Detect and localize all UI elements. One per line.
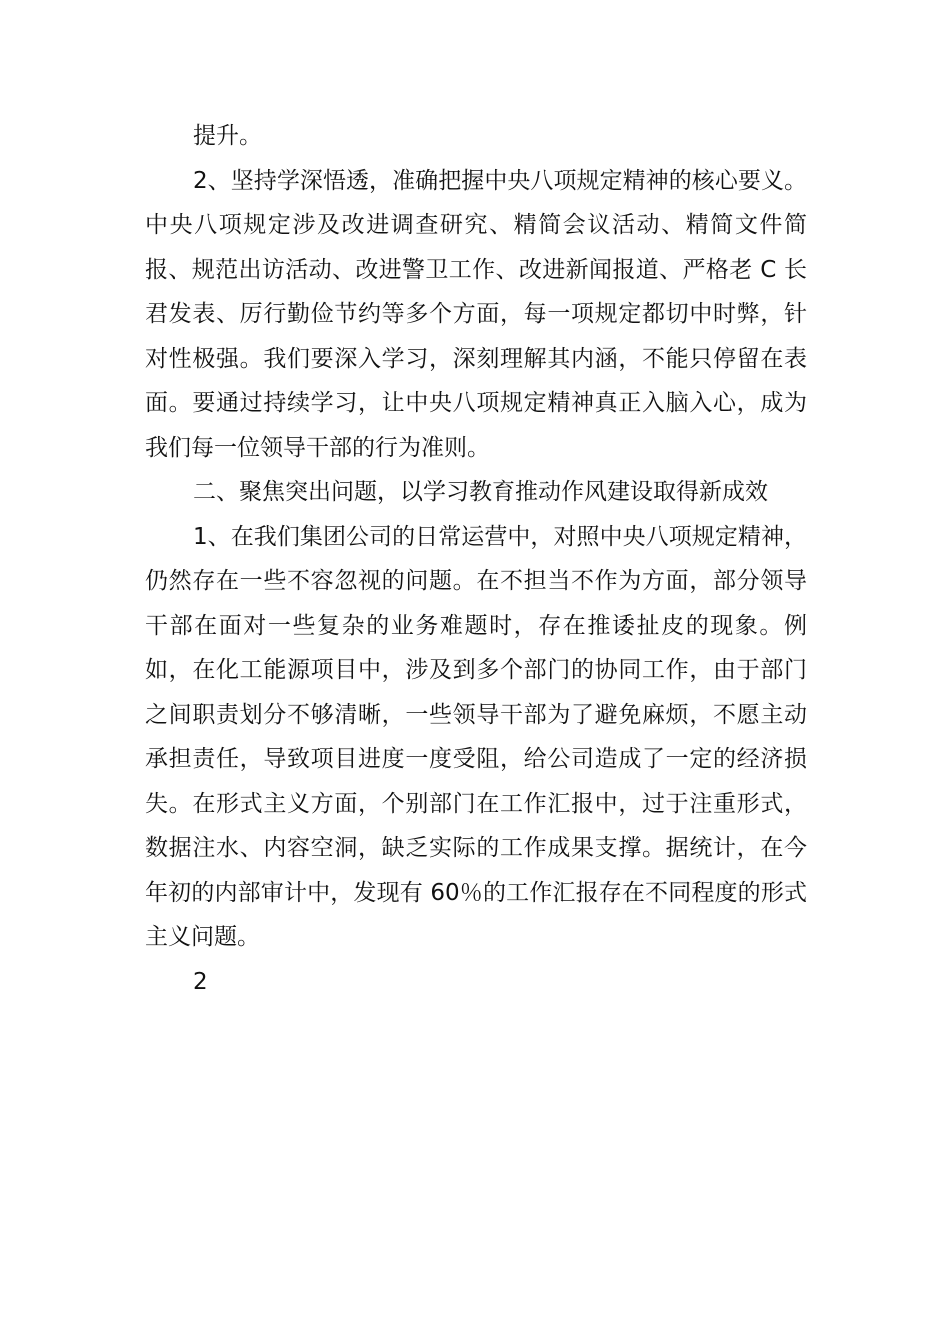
paragraph-continuation: 提升。 [193, 123, 262, 149]
paragraph-item-2-grasp-essence: 2、坚持学深悟透，准确把握中央八项规定精神的核心要义。中央八项规定涉及改进调查研究、精简会议活动、精简文件简报、规范出访活动、改进警卫工作、改进新闻报道、严格老 C 长君发表、厉行勤俭节约等多个方面，每一项规定都切中时弊，针对性极强。我们要深入学习，深刻理解其内涵，不能只停留在表面。要通过持续学习，让中央八项规定精神真正入脑入心，成为我们每一位领导干部的行为准则。 [145, 167, 807, 461]
paragraph-item-2-start: 2 [193, 968, 208, 995]
section-heading-2: 二、聚焦突出问题，以学习教育推动作风建设取得新成效 [193, 479, 768, 505]
document-body [145, 114, 807, 1004]
paragraph-item-1-problems: 1、在我们集团公司的日常运营中，对照中央八项规定精神，仍然存在一些不容忽视的问题。在不担当不作为方面，部分领导干部在面对一些复杂的业务难题时，存在推诿扯皮的现象。例如，在化工能源项目中，涉及到多个部门的协同工作，由于部门之间职责划分不够清晰，一些领导干部为了避免麻烦，不愿主动承担责任，导致项目进度一度受阻，给公司造成了一定的经济损失。在形式主义方面，个别部门在工作汇报中，过于注重形式，数据注水、内容空洞，缺乏实际的工作成果支撑。据统计，在今年初的内部审计中，发现有 60％的工作汇报存在不同程度的形式主义问题。 [145, 523, 807, 950]
